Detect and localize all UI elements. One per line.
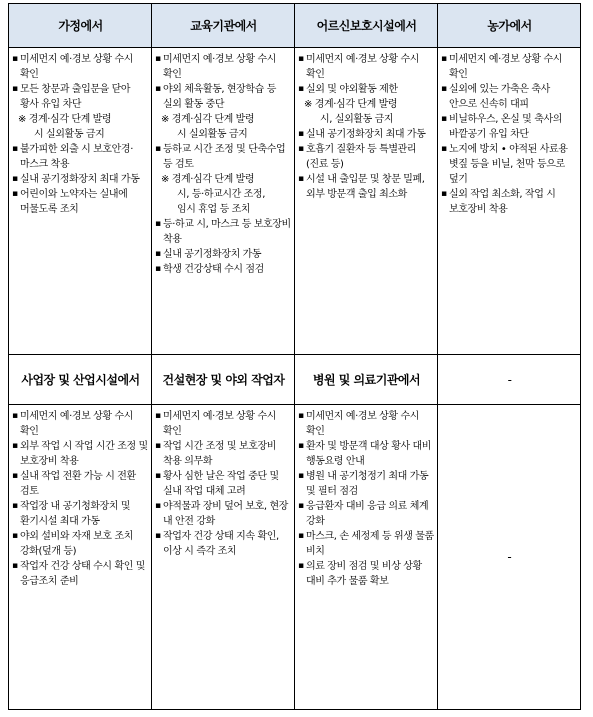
header-hospital: 병원 및 의료기관에서: [295, 355, 438, 405]
header-senior-facility: 어르신보호시설에서: [295, 4, 438, 48]
list-item: ▪ 야적물과 장비 덮어 보호, 현장 내 안전 강화: [155, 499, 292, 529]
list-item: ▪ 시설 내 출입문 및 창문 밀폐, 외부 방문객 출입 최소화: [298, 172, 435, 202]
list-item: 시, 실외활동 금지: [320, 114, 394, 125]
list-item: ▪ 학생 건강상태 수시 점검: [155, 262, 292, 277]
list-item: ▪ 실내 공기정화장치 최대 가동: [12, 172, 149, 187]
list-farm: [441, 52, 578, 217]
list-school: [155, 52, 292, 277]
list-item: 시 실외활동 금지: [177, 129, 248, 140]
list-item: ▪ 작업장 내 공기청화장치 및 환기시설 최대 가동: [12, 499, 149, 529]
list-item: ▪ 의료 장비 점검 및 비상 상황 대비 추가 물품 확보: [298, 559, 435, 589]
list-item: ▪ 작업자 건강 상태 지속 확인, 이상 시 즉각 조치: [155, 529, 292, 559]
list-item: ▪ 실외 및 야외활동 제한: [298, 82, 435, 97]
list-item: ▪ 미세먼지 예·경보 상황 수시 확인: [298, 409, 435, 439]
list-item: ▪ 호흡기 질환자 등 특별관리(진료 등): [298, 142, 435, 172]
header-row-1: [9, 4, 581, 48]
list-item: ▪ 실내 작업 전환 가능 시 전환 검토: [12, 469, 149, 499]
list-item: ▪ 황사 심한 날은 작업 중단 및 실내 작업 대체 고려: [155, 469, 292, 499]
list-item: ▪ 비닐하우스, 온실 및 축사의 바깥공기 유입 차단: [441, 112, 578, 142]
list-item: ▪ 등하교 시간 조정 및 단축수업 등 검토: [155, 142, 292, 172]
list-home: [12, 52, 149, 217]
list-item: ▪ 야외 설비와 자재 보호 조치 강화(덮개 등): [12, 529, 149, 559]
cell-farm: [438, 48, 581, 355]
header-construction: 건설현장 및 야외 작업자: [152, 355, 295, 405]
list-senior-facility: [298, 52, 435, 202]
list-item: 시, 등·하교시간 조정,: [177, 189, 265, 200]
list-item: ▪ 미세먼지 예·경보 상황 수시 확인: [12, 52, 149, 82]
list-item: ▪ 미세먼지 예·경보 상황 수시 확인: [155, 52, 292, 82]
list-item: ▪ 미세먼지 예·경보 상황 수시 확인: [155, 409, 292, 439]
list-hospital: [298, 409, 435, 589]
header-home: 가정에서: [9, 4, 152, 48]
list-item: ▪ 외부 작업 시 작업 시간 조정 및 보호장비 착용: [12, 439, 149, 469]
list-item: ▪ 실내 공기정화장치 가동: [155, 247, 292, 262]
header-empty: -: [438, 355, 581, 405]
list-item: ▪ 미세먼지 예·경보 상황 수시 확인: [12, 409, 149, 439]
cell-senior-facility: [295, 48, 438, 355]
list-item: ▪ 불가피한 외출 시 보호안경·마스크 착용: [12, 142, 149, 172]
list-item: 임시 휴업 등 조치: [177, 204, 251, 215]
list-item: ▪ 작업 시간 조정 및 보호장비 착용 의무화: [155, 439, 292, 469]
list-item: ▪ 어린이와 노약자는 실내에 머물도록 조치: [12, 187, 149, 217]
list-item: ▪ 병원 내 공기청정기 최대 가동 및 필터 점검: [298, 469, 435, 499]
list-item: ▪ 작업자 건강 상태 수시 확인 및 응급조치 준비: [12, 559, 149, 589]
list-item: ▪ 응급환자 대비 응급 의료 체계 강화: [298, 499, 435, 529]
list-item: ▪ 미세먼지 예·경보 상황 수시 확인: [441, 52, 578, 82]
header-farm: 농가에서: [438, 4, 581, 48]
header-industry: 사업장 및 산업시설에서: [9, 355, 152, 405]
list-item: ▪ 야외 체육활동, 현장학습 등 실외 활동 중단: [155, 82, 292, 112]
cell-school: [152, 48, 295, 355]
cell-home: [9, 48, 152, 355]
list-industry: [12, 409, 149, 589]
header-school: 교육기관에서: [152, 4, 295, 48]
cell-empty: -: [438, 405, 581, 710]
list-item: ▪ 마스크, 손 세정제 등 위생 물품 비치: [298, 529, 435, 559]
list-item: ▪ 실외 작업 최소화, 작업 시 보호장비 착용: [441, 187, 578, 217]
list-item: ▪ 환자 및 방문객 대상 황사 대비 행동요령 안내: [298, 439, 435, 469]
list-item: ▪ 미세먼지 예·경보 상황 수시 확인: [298, 52, 435, 82]
list-item: ▪ 실외에 있는 가축은 축사 안으로 신속히 대피: [441, 82, 578, 112]
list-construction: [155, 409, 292, 559]
list-item: 시 실외활동 금지: [34, 129, 105, 140]
list-item: ▪ 등·하교 시, 마스크 등 보호장비 착용: [155, 217, 292, 247]
body-row-2: [9, 405, 581, 710]
list-item: ※ 경계·심각 단계 발령: [304, 99, 398, 110]
cell-industry: [9, 405, 152, 710]
list-item: ※ 경계·심각 단계 발령: [161, 114, 255, 125]
list-item: ▪ 모든 창문과 출입문을 닫아 황사 유입 차단: [12, 82, 149, 112]
body-row-1: [9, 48, 581, 355]
list-item: ▪ 실내 공기정화장치 최대 가동: [298, 127, 435, 142]
list-item: ※ 경계·심각 단계 발령: [18, 114, 112, 125]
cell-hospital: [295, 405, 438, 710]
header-row-2: [9, 355, 581, 405]
list-item: ※ 경계·심각 단계 발령: [161, 174, 255, 185]
cell-construction: [152, 405, 295, 710]
guideline-table: [8, 3, 581, 710]
list-item: ▪ 노지에 방치 • 야적된 사료용 볏짚 등을 비닐, 천막 등으로 덮기: [441, 142, 578, 187]
